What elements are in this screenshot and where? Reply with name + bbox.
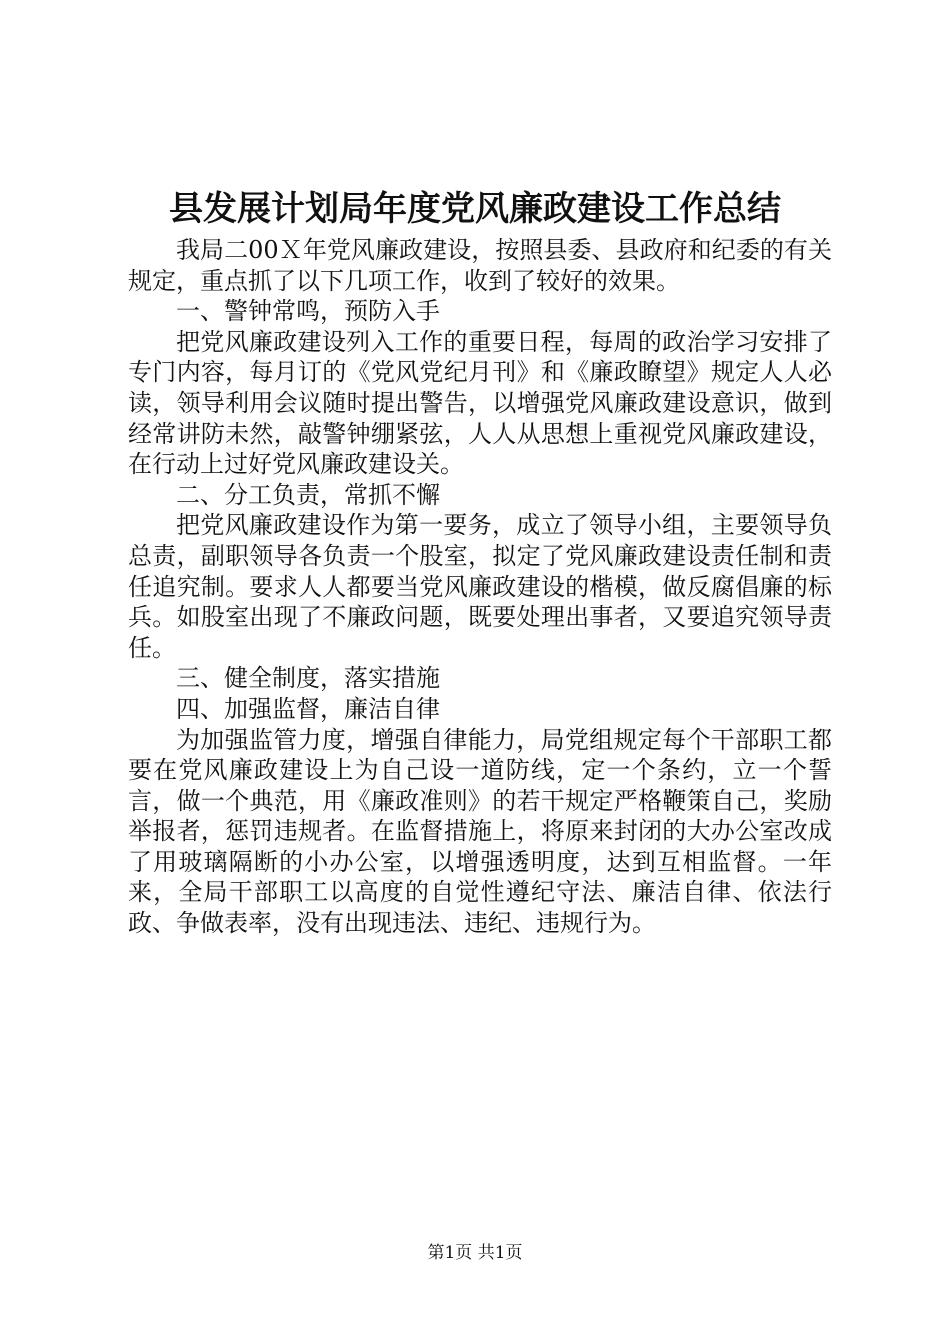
section-heading-3: 三、健全制度，落实措施 (176, 664, 440, 693)
page-footer: 第1页 共1页 (427, 1243, 523, 1263)
intro-paragraph: 我局二00Ｘ年党风廉政建设，按照县委、县政府和纪委的有关规定，重点抓了以下几项工作，收到了较好的效果。 (128, 236, 832, 295)
section-paragraph-2: 把党风廉政建设作为第一要务，成立了领导小组，主要领导负总责，副职领导各负责一个股室，拟定了党风廉政建设责任制和责任追究制。要求人人都要当党风廉政建设的楷模，做反腐倡廉的标兵。如股室出现了不廉政问题，既要处理出事者，又要追究领导责任。 (128, 511, 832, 662)
section-heading-2: 二、分工负责，常抓不懈 (176, 480, 440, 509)
document-title: 县发展计划局年度党风廉政建设工作总结 (169, 189, 781, 229)
document-body (128, 235, 832, 939)
section-heading-1: 一、警钟常鸣，预防入手 (176, 297, 440, 326)
section-heading-4: 四、加强监督，廉洁自律 (176, 694, 440, 723)
section-paragraph-1: 把党风廉政建设列入工作的重要日程，每周的政治学习安排了专门内容，每月订的《党风党纪月刊》和《廉政瞭望》规定人人必读，领导利用会议随时提出警告，以增强党风廉政建设意识，做到经常讲防未然，敲警钟绷紧弦，人人从思想上重视党风廉政建设，在行动上过好党风廉政建设关。 (128, 327, 832, 479)
section-paragraph-4: 为加强监管力度，增强自律能力，局党组规定每个干部职工都要在党风廉政建设上为自己设一道防线，定一个条约，立一个誓言，做一个典范，用《廉政准则》的若干规定严格鞭策自己，奖励举报者，惩罚违规者。在监督措施上，将原来封闭的大办公室改成了用玻璃隔断的小办公室，以增强透明度，达到互相监督。一年来，全局干部职工以高度的自觉性遵纪守法、廉洁自律、依法行政、争做表率，没有出现违法、违纪、违规行为。 (128, 725, 832, 938)
